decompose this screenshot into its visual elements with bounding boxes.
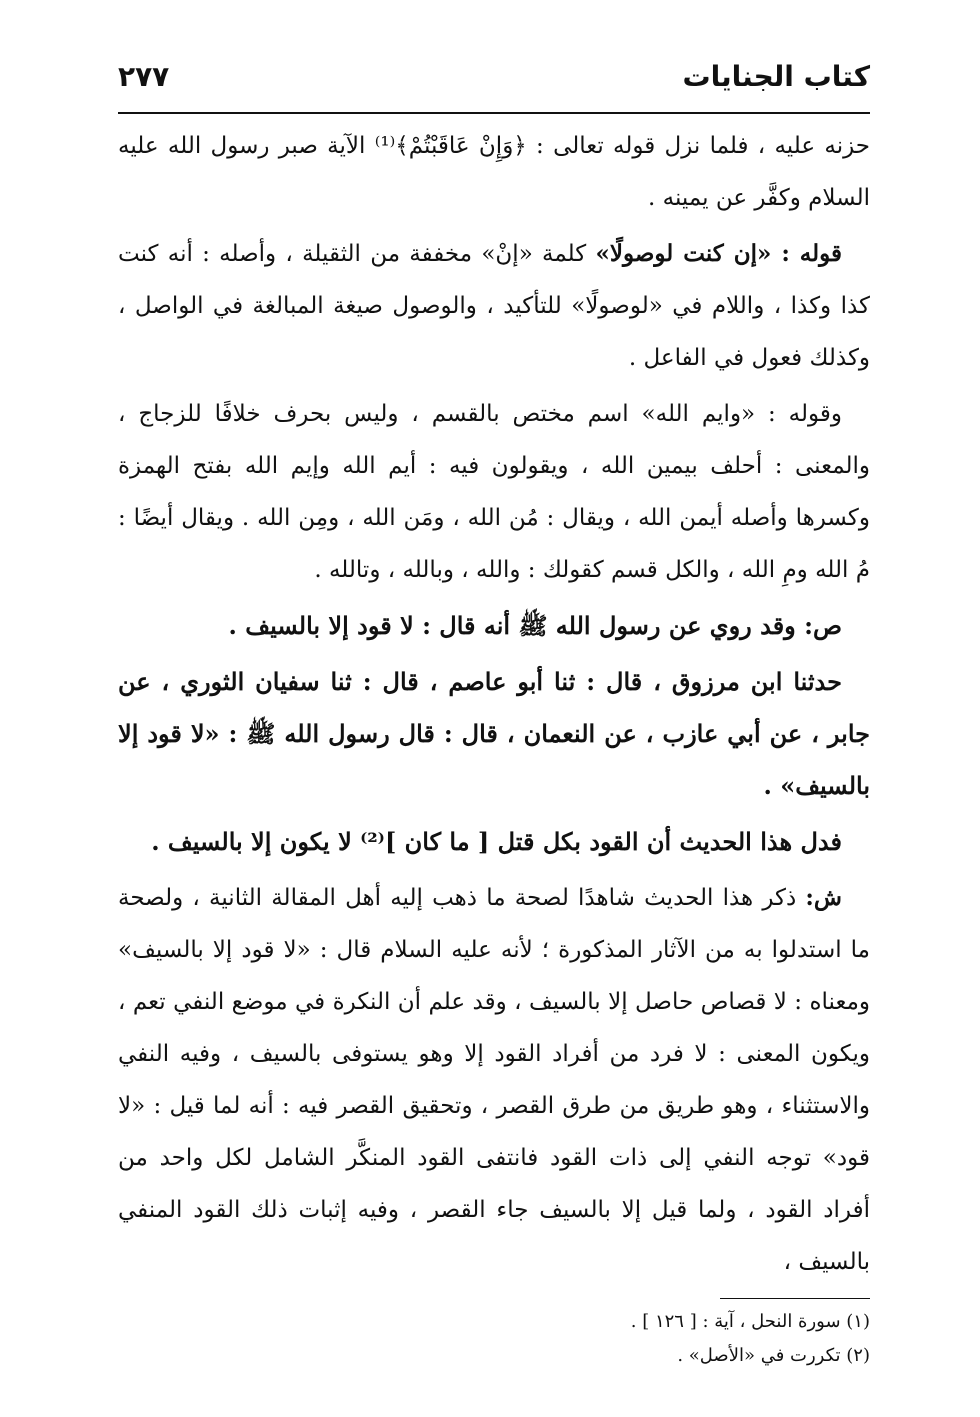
header-rule [118,112,870,114]
page-header [118,60,870,110]
book-page [118,60,870,1373]
footnotes [118,1298,870,1373]
matn-statement: ص: وقد روي عن رسول الله ﷺ أنه قال : لا قود إلا بالسيف . [228,611,842,640]
conclusion-statement: فدل هذا الحديث أن القود بكل قتل [ ما كان ]⁽²⁾ لا يكون إلا بالسيف . [151,827,842,856]
footnote-1: (١) سورة النحل ، آية : [ ١٢٦ ] . [630,1311,870,1332]
page-number: ٢٧٧ [118,60,170,93]
hadith-chain: حدثنا ابن مرزوق ، قال : ثنا أبو عاصم ، قال : ثنا سفيان الثوري ، عن جابر ، عن أبي عازب ، عن النعمان ، قال : قال رسول الله ﷺ : «لا قود إلا بالسيف» . [118,667,870,800]
footnote-2: (٢) تكررت في «الأصل» . [677,1345,870,1366]
paragraph-2 [118,228,870,384]
commentary-paragraph [118,872,870,1288]
paragraph-2-lead: قوله : «إن كنت لوصولًا» [595,240,842,267]
paragraph-1: حزنه عليه ، فلما نزل قوله تعالى : ﴿وَإِنْ عَاقَبْتُمْ﴾⁽¹⁾ الآية صبر رسول الله عليه السلام وكفَّر عن يمينه . [118,133,871,211]
paragraph-3: وقوله : «وايم الله» اسم مختص بالقسم ، وليس بحرف خلافًا للزجاج ، والمعنى : أحلف بيمين الله ، ويقولون فيه : أيم الله وإيم الله بفتح الهمزة وكسرها وأصله أيمن الله ، ويقال : مُن الله ، ومَن الله ، ومِن الله . ويقال أيضًا : مُ الله ومِ الله ، والكل قسم كقولك : والله ، وبالله ، وتالله . [118,401,870,583]
footnote-rule [720,1298,870,1299]
paragraph-2-body: كلمة «إنْ» مخففة من الثقيلة ، وأصله : أنه كنت كذا وكذا ، واللام في «لوصولًا» للتأكيد ، والوصول صيغة المبالغة في الواصل ، وكذلك فعول في الفاعل . [118,241,870,371]
commentary-body: ذكر هذا الحديث شاهدًا لصحة ما ذهب إليه أهل المقالة الثانية ، ولصحة ما استدلوا به من الآثار المذكورة ؛ لأنه عليه السلام قال : «لا قود إلا بالسيف» ومعناه : لا قصاص حاصل إلا بالسيف ، وقد علم أن النكرة في موضع النفي تعم ، ويكون المعنى : لا فرد من أفراد القود إلا وهو يستوفى بالسيف ، وفيه النفي والاستثناء ، وهو طريق من طرق القصر ، وتحقيق القصر فيه : أنه لما قيل : «لا قود» توجه النفي إلى ذات القود فانتفى القود المنكَّر الشامل لكل واحد من أفراد القود ، ولما قيل إلا بالسيف جاء القصر ، وفيه إثبات ذلك القود المنفي بالسيف ، [118,885,870,1275]
chapter-title: كتاب الجنايات [682,60,870,93]
commentary-lead: ش: [805,884,842,911]
